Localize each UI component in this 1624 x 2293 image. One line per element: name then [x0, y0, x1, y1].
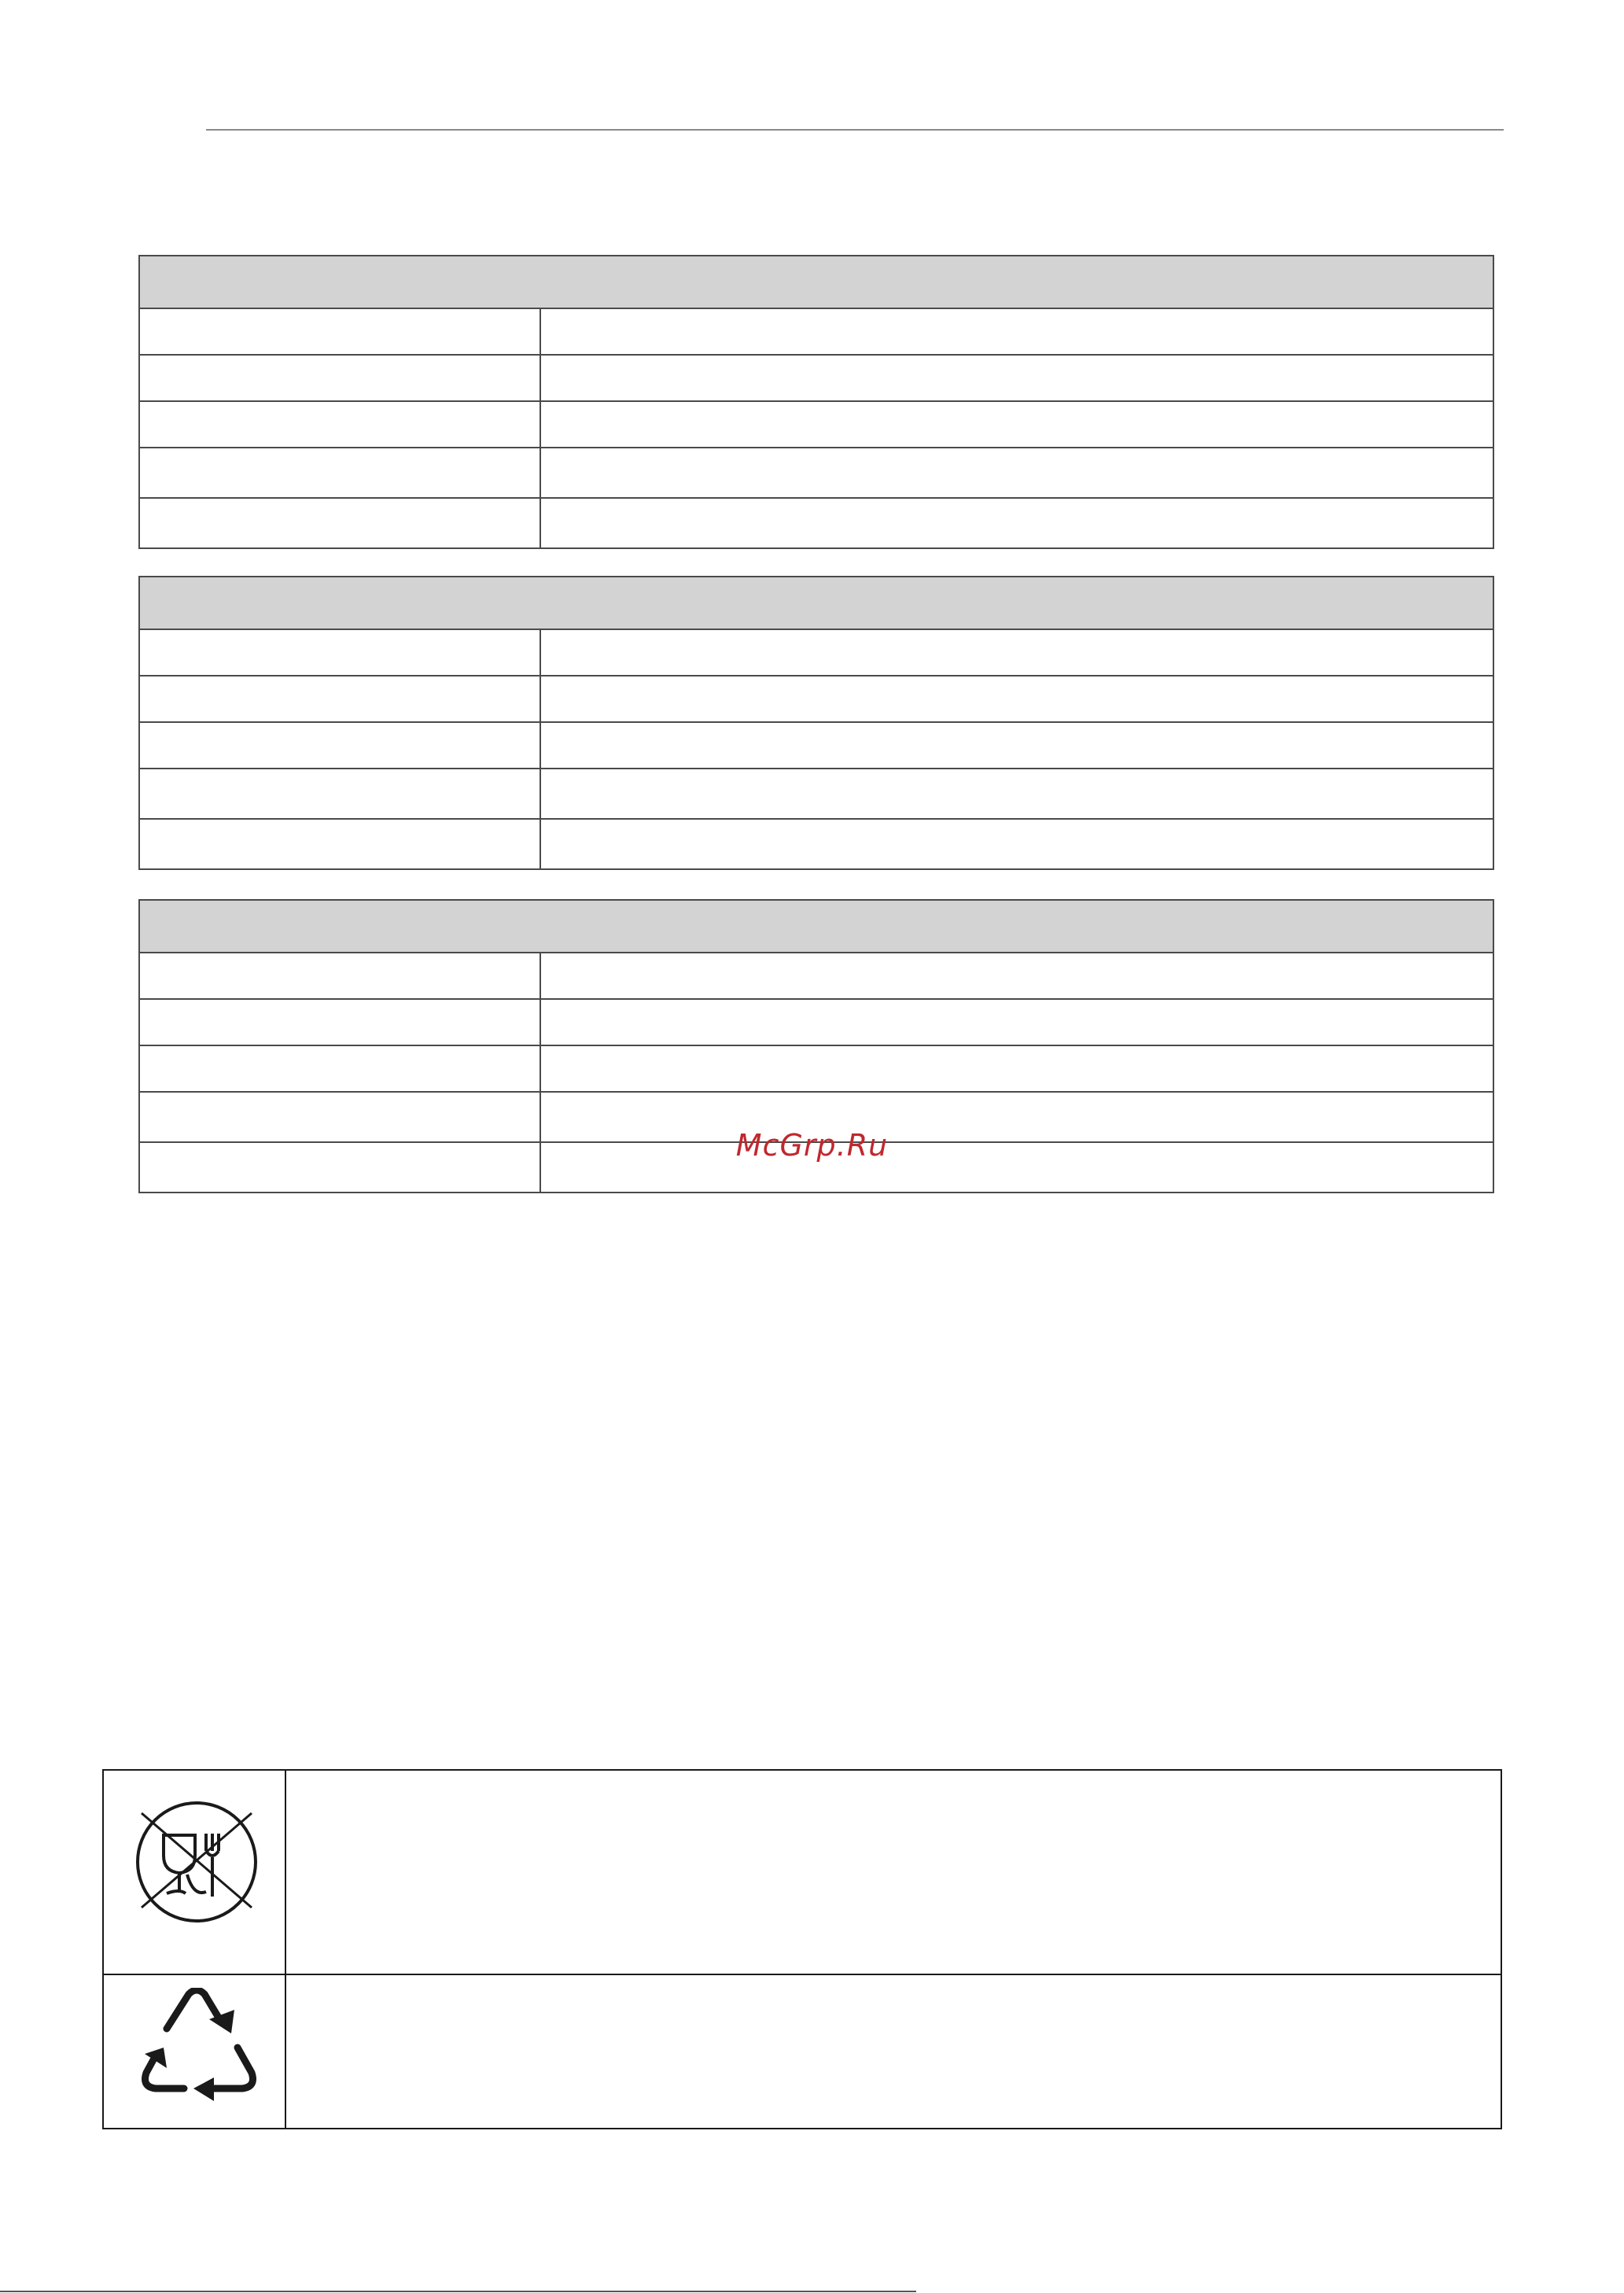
spec-table-header	[140, 901, 1493, 953]
symbol-description	[286, 1771, 1501, 1974]
table-row	[140, 499, 1493, 547]
spec-table-2	[138, 576, 1494, 870]
table-row	[140, 676, 1493, 723]
table-row	[140, 356, 1493, 402]
symbol-description	[286, 1975, 1501, 2128]
table-row	[140, 402, 1493, 448]
header-rule	[206, 129, 1504, 131]
watermark-text: McGrp.Ru	[735, 1128, 889, 1163]
spec-table-header	[140, 577, 1493, 630]
symbol-row-not-food	[104, 1771, 1501, 1975]
recycle-icon	[121, 1988, 272, 2122]
symbols-table	[102, 1769, 1502, 2129]
table-row	[140, 1000, 1493, 1046]
not-food-contact-icon	[121, 1786, 272, 1937]
spec-table-header	[140, 256, 1493, 309]
symbol-cell	[104, 1975, 286, 2128]
spec-table-1	[138, 255, 1494, 549]
footer-rule	[0, 2291, 916, 2292]
symbol-row-recycle	[104, 1975, 1501, 2128]
table-row	[140, 448, 1493, 499]
symbol-cell	[104, 1771, 286, 1974]
table-row	[140, 820, 1493, 868]
table-row	[140, 630, 1493, 676]
table-row	[140, 769, 1493, 820]
table-row	[140, 1046, 1493, 1093]
table-row	[140, 723, 1493, 769]
table-row	[140, 309, 1493, 356]
table-row	[140, 953, 1493, 1000]
